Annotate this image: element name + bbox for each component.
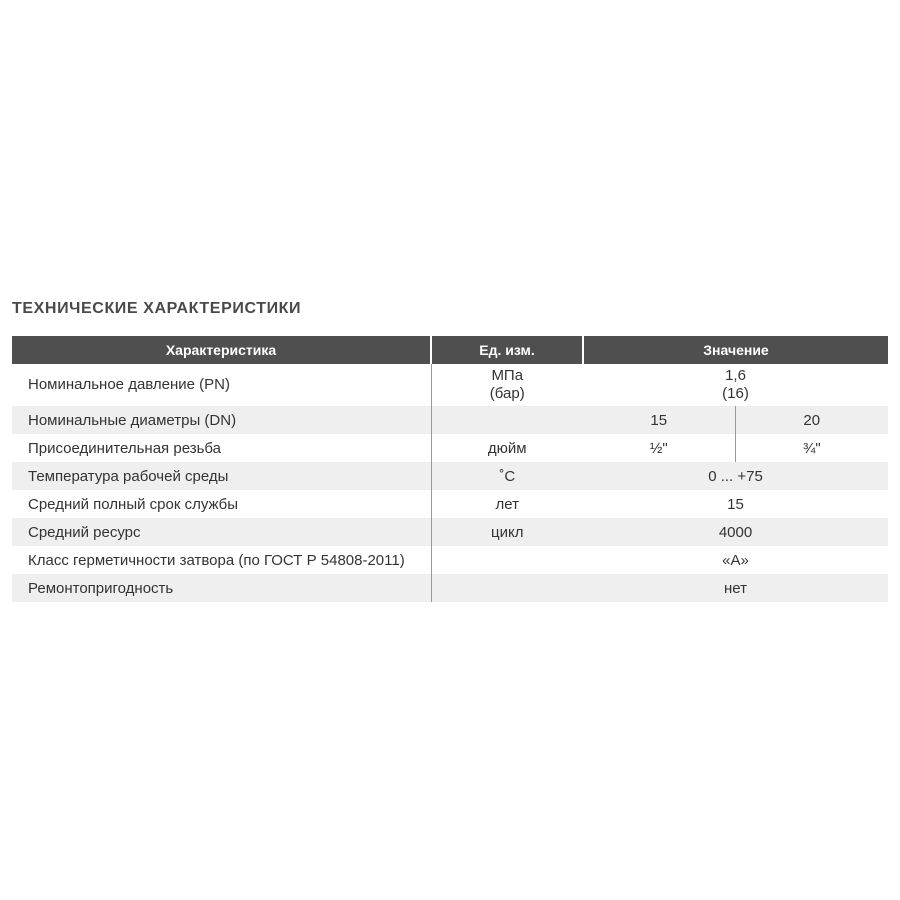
- row-value-a: ½": [649, 439, 668, 457]
- row-name: Средний ресурс: [12, 518, 431, 546]
- row-unit: ˚С: [431, 462, 583, 490]
- table-header-row: [12, 336, 888, 364]
- section-title: ТЕХНИЧЕСКИЕ ХАРАКТЕРИСТИКИ: [12, 300, 302, 317]
- row-value: «А»: [722, 551, 749, 569]
- row-value: нет: [583, 574, 888, 602]
- table-row: [12, 518, 888, 546]
- row-name: Температура рабочей среды: [12, 462, 431, 490]
- row-value-line2: (16): [722, 385, 749, 402]
- table-row: [12, 364, 888, 406]
- table-row: [12, 434, 888, 462]
- specs-table: [12, 336, 888, 602]
- header-unit: Ед. изм.: [431, 336, 583, 364]
- row-name: Присоединительная резьба: [28, 439, 221, 457]
- row-unit: [431, 546, 583, 574]
- table-row: [12, 490, 888, 518]
- row-unit: дюйм: [431, 434, 583, 462]
- row-value: 15: [727, 495, 744, 513]
- row-name: Ремонтопригодность: [12, 574, 431, 602]
- table-row: [12, 462, 888, 490]
- row-value: [583, 364, 888, 406]
- row-unit: [431, 406, 583, 434]
- row-unit: [431, 364, 583, 406]
- table-row: [12, 574, 888, 602]
- row-value-b: 20: [735, 406, 888, 434]
- row-name: Номинальные диаметры (DN): [12, 406, 431, 434]
- header-characteristic: Характеристика: [12, 336, 431, 364]
- row-value-line1: 1,6: [725, 367, 746, 384]
- row-name: Средний полный срок службы: [28, 495, 239, 513]
- row-value: 4000: [583, 518, 888, 546]
- row-unit-line1: МПа: [491, 367, 524, 384]
- row-name: Класс герметичности затвора (по ГОСТ Р 54808-2011): [28, 551, 405, 569]
- row-unit: цикл: [431, 518, 583, 546]
- row-value-a: 15: [583, 406, 735, 434]
- header-value: Значение: [583, 336, 888, 364]
- row-value: 0 ... +75: [583, 462, 888, 490]
- row-unit: лет: [431, 490, 583, 518]
- table-row: [12, 546, 888, 574]
- row-value-b: ¾": [735, 434, 888, 462]
- table-row: [12, 406, 888, 434]
- row-unit: [431, 574, 583, 602]
- row-unit-line2: (бар): [489, 385, 525, 402]
- row-name: Номинальное давление (PN): [28, 376, 231, 393]
